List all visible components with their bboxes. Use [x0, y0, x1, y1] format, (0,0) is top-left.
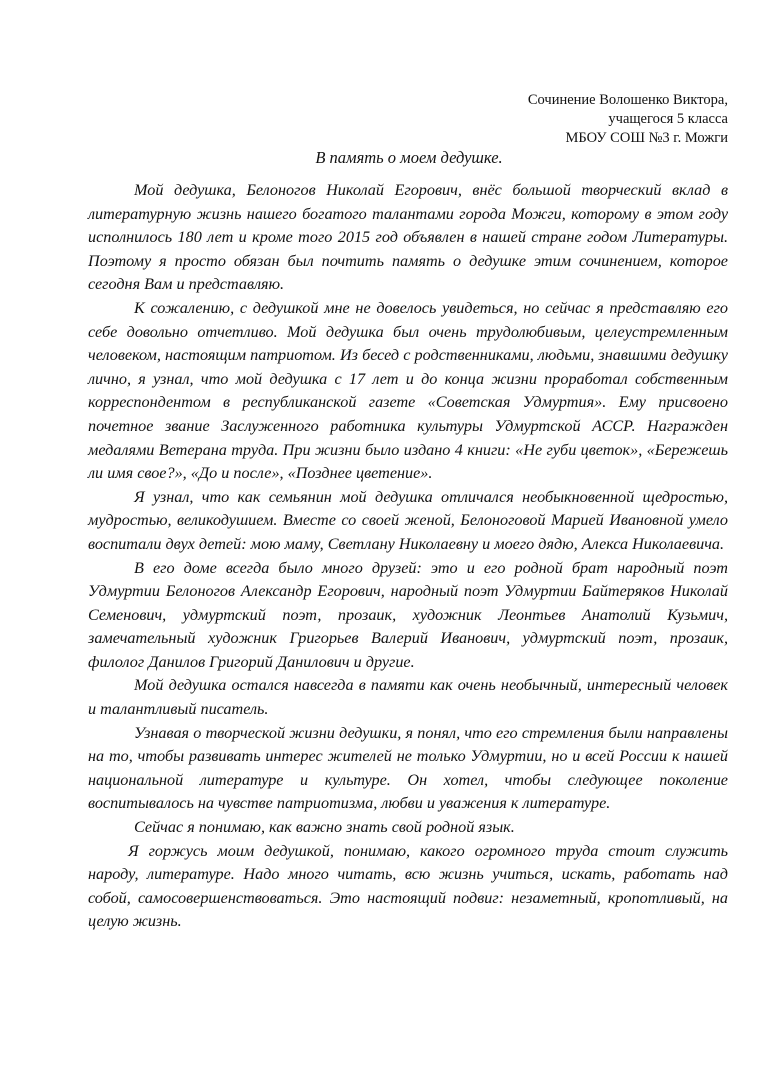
author-header	[428, 91, 728, 148]
paragraph: Мой дедушка остался навсегда в памяти как очень необычный, интересный человек и талантливый писатель.	[88, 676, 728, 719]
paragraph: Мой дедушка, Белоногов Николай Егорович, внёс большой творческий вклад в литературную жизнь нашего богатого талантами города Можги, которому в этом году исполнилось 180 лет и кроме того 2015 год объявлен в нашей стране годом Литературы. Поэтому я просто обязан был почтить память о дедушке этим сочинением, которое сегодня Вам и представляю.	[88, 181, 728, 294]
grade-line: учащегося 5 класса	[608, 111, 728, 127]
paragraph: Я узнал, что как семьянин мой дедушка отличался необыкновенной щедростью, мудростью, великодушием. Вместе со своей женой, Белоноговой Марией Ивановной умело воспитали двух детей: мою маму, Светлану Николаевну и моего дядю, Алекса Николаевича.	[88, 487, 728, 553]
author-line: Сочинение Волошенко Виктора,	[527, 92, 728, 108]
paragraph: Узнавая о творческой жизни дедушки, я понял, что его стремления были направлены на то, чтобы развивать интерес жителей не только Удмуртии, но и всей России к нашей национальной литературе и культуре. Он хотел, чтобы следующее поколение воспитывалось на чувстве патриотизма, любви и уважения к литературе.	[88, 723, 728, 813]
essay-body	[88, 179, 728, 934]
school-line: МБОУ СОШ №3 г. Можги	[565, 130, 728, 146]
paragraph: К сожалению, с дедушкой мне не довелось увидеться, но сейчас я представляю его себе довольно отчетливо. Мой дедушка был очень трудолюбивым, целеустремленным человеком, настоящим патриотом. Из бесед с родственниками, людьми, знавшими дедушку лично, я узнал, что мой дедушка с 17 лет и до конца жизни проработал собственным корреспондентом в республиканской газете «Советская Удмуртия». Ему присвоено почетное звание Заслуженного работника культуры Удмуртской АССР. Награжден медалями Ветерана труда. При жизни было издано 4 книги: «Не губи цветок», «Бережешь ли имя свое?», «До и после», «Позднее цветение».	[88, 298, 728, 483]
paragraph: Сейчас я понимаю, как важно знать свой родной язык.	[134, 818, 515, 837]
paragraph: В его доме всегда было много друзей: это и его родной брат народный поэт Удмуртии Белоногов Александр Егорович, народный поэт Удмуртии Байтеряков Николай Семенович, удмуртский поэт, прозаик, художник Леонтьев Анатолий Кузьмич, замечательный художник Григорьев Валерий Иванович, удмуртский поэт, прозаик, филолог Данилов Григорий Данилович и другие.	[88, 558, 728, 671]
paragraph: Я горжусь моим дедушкой, понимаю, какого огромного труда стоит служить народу, литературе. Надо много читать, всю жизнь учиться, искать, работать над собой, самосовершенствоваться. Это настоящий подвиг: незаметный, кропотливый, на целую жизнь.	[88, 841, 728, 931]
essay-title: В память о моем дедушке.	[315, 148, 503, 167]
